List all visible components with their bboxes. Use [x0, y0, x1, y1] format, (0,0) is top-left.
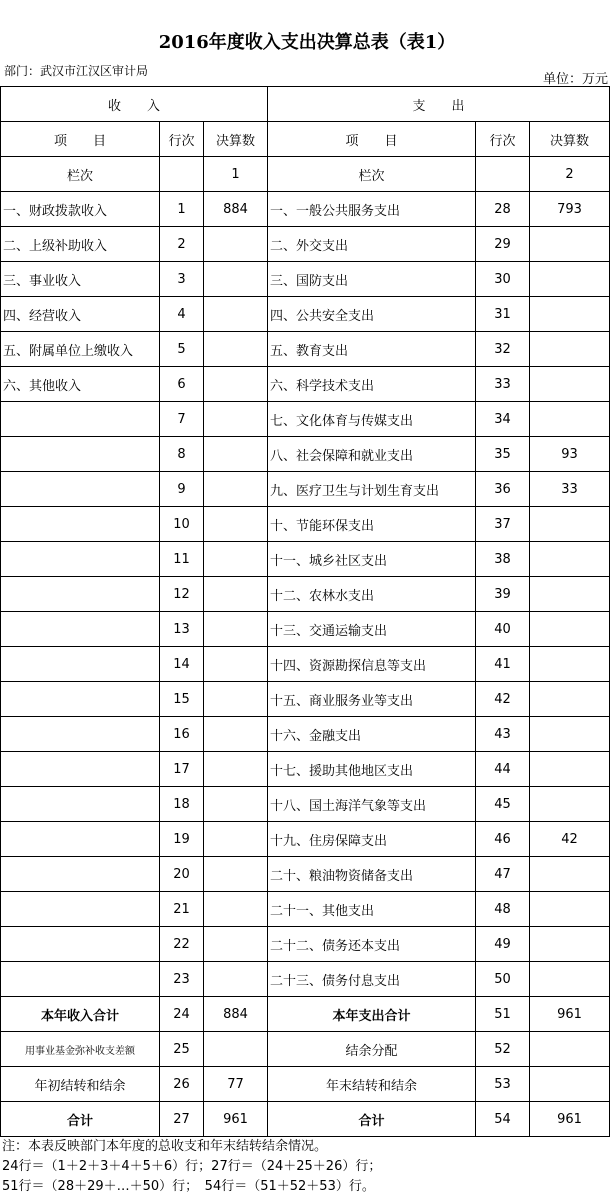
income-item-cell — [1, 402, 160, 437]
income-amount-cell — [204, 822, 268, 857]
income-rowno-cell: 22 — [160, 927, 204, 962]
expense-rowno-cell: 50 — [476, 962, 530, 997]
expense-amount-cell — [530, 682, 610, 717]
income-rowno-cell: 8 — [160, 437, 204, 472]
department-label: 部门：武汉市江汉区审计局 — [4, 64, 149, 78]
expense-rowno-cell: 34 — [476, 402, 530, 437]
table-row — [1, 192, 610, 227]
income-item-cell — [1, 682, 160, 717]
expense-amount-cell — [530, 332, 610, 367]
income-amount-cell — [204, 472, 268, 507]
expense-rowno-cell: 46 — [476, 822, 530, 857]
table-row — [1, 857, 610, 892]
income-rowno-cell: 10 — [160, 507, 204, 542]
income-item-cell — [1, 962, 160, 997]
expense-amount-cell — [530, 402, 610, 437]
income-rowno-cell: 12 — [160, 577, 204, 612]
expense-rowno-cell: 45 — [476, 787, 530, 822]
income-summary-amount-cell: 961 — [204, 1102, 268, 1137]
expense-summary-amount-cell: 961 — [530, 997, 610, 1032]
income-rowno-cell: 23 — [160, 962, 204, 997]
expense-item-cell: 七、文化体育与传媒支出 — [268, 402, 476, 437]
income-section-header: 收 入 — [1, 87, 268, 122]
expense-summary-rowno-cell: 52 — [476, 1032, 530, 1067]
table-row — [1, 787, 610, 822]
expense-item-cell: 十六、金融支出 — [268, 717, 476, 752]
expense-amount-cell: 42 — [530, 822, 610, 857]
income-amount-cell — [204, 437, 268, 472]
expense-rowno-cell: 29 — [476, 227, 530, 262]
empty-cell — [476, 157, 530, 192]
expense-rowno-cell: 30 — [476, 262, 530, 297]
income-column-label: 栏次 — [1, 157, 160, 192]
income-rowno-cell: 14 — [160, 647, 204, 682]
expense-summary-amount-cell — [530, 1067, 610, 1102]
income-summary-amount-cell — [204, 1032, 268, 1067]
income-item-cell — [1, 717, 160, 752]
income-amount-cell — [204, 752, 268, 787]
summary-row — [1, 1102, 610, 1137]
income-amount-cell — [204, 542, 268, 577]
expense-rowno-cell: 35 — [476, 437, 530, 472]
expense-item-cell: 十、节能环保支出 — [268, 507, 476, 542]
income-item-cell: 三、事业收入 — [1, 262, 160, 297]
page-title: 2016年度收入支出决算总表（表1） — [158, 32, 456, 53]
table-row — [1, 962, 610, 997]
table-row — [1, 472, 610, 507]
income-item-cell: 四、经营收入 — [1, 297, 160, 332]
income-amount-cell — [204, 927, 268, 962]
income-item-cell: 六、其他收入 — [1, 367, 160, 402]
income-summary-rowno-cell: 24 — [160, 997, 204, 1032]
income-amount-cell — [204, 962, 268, 997]
income-rowno-cell: 11 — [160, 542, 204, 577]
table-row — [1, 402, 610, 437]
expense-item-cell: 十四、资源勘探信息等支出 — [268, 647, 476, 682]
income-rowno-cell: 19 — [160, 822, 204, 857]
income-summary-amount-cell: 884 — [204, 997, 268, 1032]
expense-summary-item-cell: 本年支出合计 — [268, 997, 476, 1032]
expense-item-cell: 九、医疗卫生与计划生育支出 — [268, 472, 476, 507]
expense-rowno-header: 行次 — [476, 122, 530, 157]
expense-item-cell: 十二、农林水支出 — [268, 577, 476, 612]
expense-summary-rowno-cell: 54 — [476, 1102, 530, 1137]
income-rowno-header: 行次 — [160, 122, 204, 157]
summary-row — [1, 1067, 610, 1102]
footnote-line: 51行＝（28＋29＋…＋50）行； 54行＝（51＋52＋53）行。 — [2, 1179, 375, 1194]
income-amount-cell — [204, 892, 268, 927]
income-amount-header: 决算数 — [204, 122, 268, 157]
income-item-cell: 一、财政拨款收入 — [1, 192, 160, 227]
income-summary-item-cell: 用事业基金弥补收支差额 — [1, 1032, 160, 1067]
income-rowno-cell: 20 — [160, 857, 204, 892]
expense-rowno-cell: 31 — [476, 297, 530, 332]
income-amount-cell — [204, 857, 268, 892]
income-rowno-cell: 6 — [160, 367, 204, 402]
expense-amount-cell — [530, 717, 610, 752]
income-rowno-cell: 21 — [160, 892, 204, 927]
table-row — [1, 822, 610, 857]
summary-row — [1, 997, 610, 1032]
income-amount-cell — [204, 647, 268, 682]
expense-item-cell: 二十三、债务付息支出 — [268, 962, 476, 997]
header-row-sections — [1, 87, 610, 122]
income-item-cell — [1, 507, 160, 542]
expense-item-cell: 二十一、其他支出 — [268, 892, 476, 927]
income-item-cell — [1, 647, 160, 682]
expense-amount-cell: 793 — [530, 192, 610, 227]
expense-amount-cell — [530, 507, 610, 542]
expense-rowno-cell: 43 — [476, 717, 530, 752]
income-rowno-cell: 13 — [160, 612, 204, 647]
expense-item-cell: 二十、粮油物资储备支出 — [268, 857, 476, 892]
income-item-cell — [1, 752, 160, 787]
expense-rowno-cell: 44 — [476, 752, 530, 787]
income-summary-amount-cell: 77 — [204, 1067, 268, 1102]
table-row — [1, 507, 610, 542]
header-row-column-index — [1, 157, 610, 192]
expense-rowno-cell: 47 — [476, 857, 530, 892]
expense-amount-cell — [530, 297, 610, 332]
expense-amount-cell: 33 — [530, 472, 610, 507]
expense-rowno-cell: 41 — [476, 647, 530, 682]
table-row — [1, 612, 610, 647]
expense-amount-header: 决算数 — [530, 122, 610, 157]
income-amount-cell — [204, 227, 268, 262]
expense-item-cell: 八、社会保障和就业支出 — [268, 437, 476, 472]
expense-item-cell: 二、外交支出 — [268, 227, 476, 262]
income-summary-rowno-cell: 25 — [160, 1032, 204, 1067]
expense-item-cell: 十八、国土海洋气象等支出 — [268, 787, 476, 822]
income-amount-cell — [204, 612, 268, 647]
table-row — [1, 752, 610, 787]
table-row — [1, 927, 610, 962]
expense-amount-cell — [530, 577, 610, 612]
income-rowno-cell: 1 — [160, 192, 204, 227]
income-rowno-cell: 17 — [160, 752, 204, 787]
expense-rowno-cell: 36 — [476, 472, 530, 507]
budget-table — [0, 86, 610, 1137]
expense-rowno-cell: 38 — [476, 542, 530, 577]
table-row — [1, 437, 610, 472]
table-row — [1, 297, 610, 332]
expense-amount-cell — [530, 542, 610, 577]
table-row — [1, 682, 610, 717]
expense-rowno-cell: 33 — [476, 367, 530, 402]
income-rowno-cell: 9 — [160, 472, 204, 507]
expense-rowno-cell: 49 — [476, 927, 530, 962]
expense-column-index: 2 — [530, 157, 610, 192]
expense-item-cell: 六、科学技术支出 — [268, 367, 476, 402]
expense-item-cell: 四、公共安全支出 — [268, 297, 476, 332]
expense-amount-cell — [530, 367, 610, 402]
expense-amount-cell — [530, 752, 610, 787]
expense-rowno-cell: 42 — [476, 682, 530, 717]
income-summary-rowno-cell: 26 — [160, 1067, 204, 1102]
income-summary-item-cell: 本年收入合计 — [1, 997, 160, 1032]
income-item-cell — [1, 437, 160, 472]
expense-item-cell: 十三、交通运输支出 — [268, 612, 476, 647]
income-amount-cell — [204, 402, 268, 437]
expense-summary-amount-cell: 961 — [530, 1102, 610, 1137]
income-item-cell — [1, 927, 160, 962]
income-rowno-cell: 4 — [160, 297, 204, 332]
expense-amount-cell — [530, 927, 610, 962]
income-amount-cell — [204, 297, 268, 332]
expense-item-cell: 十五、商业服务业等支出 — [268, 682, 476, 717]
expense-item-header: 项 目 — [268, 122, 476, 157]
income-item-cell — [1, 787, 160, 822]
income-amount-cell — [204, 507, 268, 542]
expense-amount-cell — [530, 962, 610, 997]
income-amount-cell: 884 — [204, 192, 268, 227]
income-rowno-cell: 18 — [160, 787, 204, 822]
header-row-columns — [1, 122, 610, 157]
income-column-index: 1 — [204, 157, 268, 192]
income-amount-cell — [204, 262, 268, 297]
expense-rowno-cell: 32 — [476, 332, 530, 367]
expense-amount-cell — [530, 647, 610, 682]
income-amount-cell — [204, 577, 268, 612]
expense-column-label: 栏次 — [268, 157, 476, 192]
table-row — [1, 892, 610, 927]
income-item-cell — [1, 577, 160, 612]
income-item-cell: 二、上级补助收入 — [1, 227, 160, 262]
income-amount-cell — [204, 367, 268, 402]
income-summary-item-cell: 年初结转和结余 — [1, 1067, 160, 1102]
income-amount-cell — [204, 717, 268, 752]
summary-row — [1, 1032, 610, 1067]
income-item-cell — [1, 822, 160, 857]
income-item-cell — [1, 612, 160, 647]
expense-amount-cell — [530, 262, 610, 297]
expense-summary-rowno-cell: 51 — [476, 997, 530, 1032]
income-rowno-cell: 7 — [160, 402, 204, 437]
expense-summary-item-cell: 年末结转和结余 — [268, 1067, 476, 1102]
unit-label: 单位：万元 — [542, 72, 608, 87]
expense-amount-cell: 93 — [530, 437, 610, 472]
expense-summary-rowno-cell: 53 — [476, 1067, 530, 1102]
expense-item-cell: 二十二、债务还本支出 — [268, 927, 476, 962]
income-amount-cell — [204, 332, 268, 367]
footnotes — [2, 1137, 381, 1197]
expense-item-cell: 一、一般公共服务支出 — [268, 192, 476, 227]
expense-rowno-cell: 48 — [476, 892, 530, 927]
income-rowno-cell: 2 — [160, 227, 204, 262]
income-item-cell — [1, 892, 160, 927]
income-item-cell — [1, 472, 160, 507]
income-item-cell: 五、附属单位上缴收入 — [1, 332, 160, 367]
expense-amount-cell — [530, 787, 610, 822]
footnote-line: 注：本表反映部门本年度的总收支和年末结转结余情况。 — [2, 1139, 328, 1154]
table-row — [1, 717, 610, 752]
income-summary-rowno-cell: 27 — [160, 1102, 204, 1137]
expense-section-header: 支 出 — [268, 87, 610, 122]
income-item-header: 项 目 — [1, 122, 160, 157]
income-item-cell — [1, 542, 160, 577]
income-rowno-cell: 16 — [160, 717, 204, 752]
footnote-line: 24行＝（1＋2＋3＋4＋5＋6）行；27行＝（24＋25＋26）行； — [2, 1159, 382, 1174]
expense-amount-cell — [530, 227, 610, 262]
expense-summary-item-cell: 结余分配 — [268, 1032, 476, 1067]
expense-rowno-cell: 37 — [476, 507, 530, 542]
income-rowno-cell: 3 — [160, 262, 204, 297]
expense-amount-cell — [530, 857, 610, 892]
expense-item-cell: 十七、援助其他地区支出 — [268, 752, 476, 787]
table-row — [1, 227, 610, 262]
expense-amount-cell — [530, 612, 610, 647]
table-row — [1, 367, 610, 402]
table-row — [1, 647, 610, 682]
table-row — [1, 542, 610, 577]
income-item-cell — [1, 857, 160, 892]
table-row — [1, 262, 610, 297]
expense-rowno-cell: 28 — [476, 192, 530, 227]
income-amount-cell — [204, 682, 268, 717]
expense-item-cell: 五、教育支出 — [268, 332, 476, 367]
income-rowno-cell: 5 — [160, 332, 204, 367]
expense-item-cell: 十一、城乡社区支出 — [268, 542, 476, 577]
empty-cell — [160, 157, 204, 192]
income-summary-item-cell: 合计 — [1, 1102, 160, 1137]
expense-item-cell: 三、国防支出 — [268, 262, 476, 297]
expense-rowno-cell: 39 — [476, 577, 530, 612]
expense-summary-amount-cell — [530, 1032, 610, 1067]
expense-item-cell: 十九、住房保障支出 — [268, 822, 476, 857]
table-row — [1, 332, 610, 367]
expense-rowno-cell: 40 — [476, 612, 530, 647]
income-rowno-cell: 15 — [160, 682, 204, 717]
expense-summary-item-cell: 合计 — [268, 1102, 476, 1137]
expense-amount-cell — [530, 892, 610, 927]
table-row — [1, 577, 610, 612]
income-amount-cell — [204, 787, 268, 822]
